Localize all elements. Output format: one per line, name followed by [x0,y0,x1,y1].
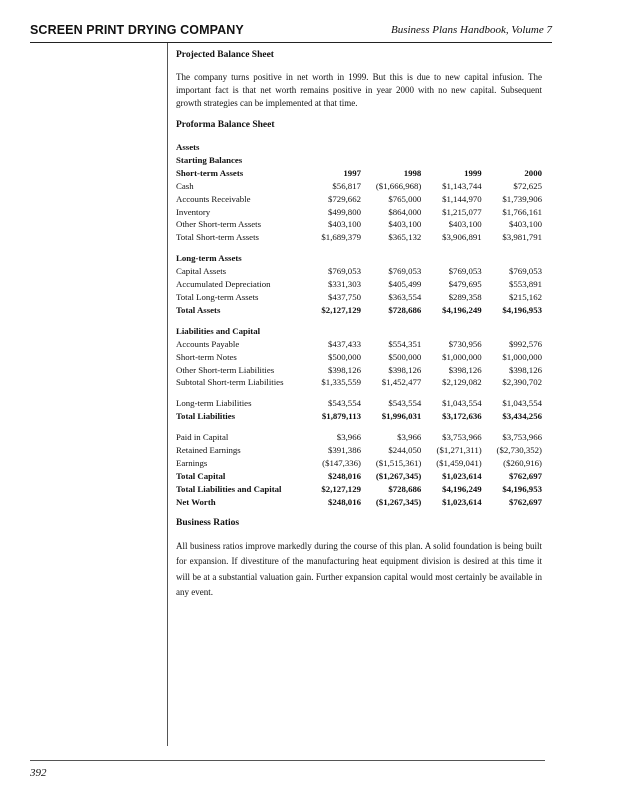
row-label: Net Worth [176,496,216,507]
row-label: Accounts Payable [176,338,240,349]
table-row [176,351,542,364]
table-row [176,278,542,291]
cell-1997: $248,016 [328,496,361,507]
starting-balances-heading: Starting Balances [176,154,243,165]
cell-1997: $769,053 [328,266,361,277]
table-row [176,304,542,317]
cell-2000: $4,196,953 [502,304,542,315]
company-name: SCREEN PRINT DRYING COMPANY [30,23,244,37]
section-text-ratios: All business ratios improve markedly during the course of this plan. A solid foundation is being built for expansion. If divestiture of the manufacturing heat equipment division is desired at this time it will be at a substantial valuation gain. Further expansion capital would most certainly be available in any event. [176,540,542,598]
cell-1999: $398,126 [448,364,482,375]
row-label: Paid in Capital [176,432,229,443]
cell-1999: $1,000,000 [442,351,482,362]
cell-1998: $554,351 [388,338,422,349]
table-row [176,431,542,444]
table-row [176,180,542,193]
cell-1998: ($1,267,345) [375,470,422,481]
cell-2000: $3,434,256 [502,411,542,422]
cell-1999: $403,100 [448,219,482,230]
cell-1998: $3,966 [397,432,422,443]
cell-1998: ($1,515,361) [375,457,422,468]
cell-1997: $543,554 [328,398,361,409]
table-row [176,376,542,389]
table-row [176,410,542,423]
row-label: Long-term Liabilities [176,398,252,409]
table-row [176,193,542,206]
cell-2000: $398,126 [509,364,542,375]
column-header-2000: 2000 [524,167,542,178]
cell-1998: $244,050 [388,445,422,456]
cell-1997: $1,689,379 [321,232,361,243]
cell-1999: $3,753,966 [442,432,482,443]
cell-1998: ($1,267,345) [375,496,422,507]
cell-1999: $4,196,249 [442,483,482,494]
cell-1998: $1,452,477 [381,377,422,388]
cell-1999: $1,143,744 [442,180,482,191]
row-label: Total Short-term Assets [176,232,259,243]
row-label: Subtotal Short-term Liabilities [176,377,284,388]
running-header [30,20,552,42]
table-row [176,231,542,244]
row-label: Earnings [176,457,208,468]
liabilities-capital-heading: Liabilities and Capital [176,325,261,336]
row-label: Capital Assets [176,266,227,277]
row-label: Short-term Assets [176,167,244,178]
cell-1999: $4,196,249 [442,304,482,315]
table-row [176,397,542,410]
cell-2000: $4,196,953 [502,483,542,494]
cell-1999: $769,053 [448,266,482,277]
cell-1998: $398,126 [388,364,422,375]
cell-2000: $1,739,906 [502,193,542,204]
cell-1997: $1,879,113 [321,411,361,422]
cell-1999: $1,144,970 [442,193,482,204]
cell-1997: ($147,336) [322,457,361,468]
cell-1998: $728,686 [388,483,422,494]
table-row [176,206,542,219]
cell-1999: $1,023,614 [442,470,482,481]
column-header-1997: 1997 [343,167,361,178]
cell-2000: $2,390,702 [502,377,542,388]
long-term-assets-heading: Long-term Assets [176,253,242,264]
cell-2000: $762,697 [509,496,542,507]
section-title-ratios: Business Ratios [176,517,240,528]
cell-1999: $3,906,891 [442,232,482,243]
page-content [176,50,542,601]
section-text-projected: The company turns positive in net worth in 1999. But this is due to new capital infusion. The important fact is that net worth remains positive in year 2000 with no new capital. Subsequent growth strategies can be implemented at that time. [176,72,542,108]
table-row [176,364,542,377]
cell-1997: $2,127,129 [321,483,361,494]
row-label: Total Capital [176,470,226,481]
cell-1997: $500,000 [328,351,361,362]
cell-2000: $215,162 [509,291,542,302]
cell-2000: $762,697 [509,470,542,481]
cell-1998: $769,053 [388,266,422,277]
cell-1997: $437,433 [328,338,361,349]
cell-1997: $499,800 [328,206,361,217]
cell-1997: $403,100 [328,219,361,230]
row-label: Total Assets [176,304,221,315]
row-label: Accumulated Depreciation [176,279,271,290]
cell-1999: $1,215,077 [442,206,482,217]
cell-1998: $500,000 [388,351,422,362]
cell-2000: $1,043,554 [502,398,542,409]
cell-1999: $289,358 [448,291,482,302]
cell-1997: $1,335,559 [321,377,361,388]
cell-1997: $729,662 [328,193,361,204]
table-row [176,218,542,231]
cell-1998: $765,000 [388,193,422,204]
table-row [176,444,542,457]
column-header-1998: 1998 [403,167,422,178]
section-title-projected: Projected Balance Sheet [176,50,274,60]
cell-2000: $769,053 [509,266,542,277]
cell-1997: $391,386 [328,445,361,456]
cell-2000: $3,981,791 [502,232,542,243]
cell-2000: $72,625 [513,180,542,191]
cell-2000: ($2,730,352) [496,445,542,456]
cell-1998: $365,132 [388,232,422,243]
cell-1999: $2,129,082 [442,377,482,388]
cell-1997: $248,016 [328,470,361,481]
table-row [176,483,542,496]
row-label: Total Liabilities and Capital [176,483,282,494]
table-header-row [176,167,542,180]
row-label: Cash [176,180,194,191]
cell-1998: ($1,666,968) [375,180,422,191]
cell-1997: $331,303 [328,279,361,290]
cell-1999: $479,695 [448,279,482,290]
cell-1998: $728,686 [388,304,422,315]
cell-1999: ($1,459,041) [436,457,482,468]
table-row [176,338,542,351]
cell-1997: $437,750 [328,291,361,302]
cell-1997: $2,127,129 [321,304,361,315]
cell-1997: $3,966 [336,432,361,443]
table-row [176,470,542,483]
cell-2000: $1,766,161 [502,206,542,217]
column-header-1999: 1999 [464,167,482,178]
row-label: Total Liabilities [176,411,236,422]
cell-2000: $553,891 [509,279,542,290]
cell-1999: ($1,271,311) [436,445,482,456]
cell-2000: $403,100 [509,219,542,230]
cell-1998: $405,499 [388,279,422,290]
cell-1997: $56,817 [332,180,361,191]
cell-1998: $864,000 [388,206,422,217]
row-label: Inventory [176,206,211,217]
cell-2000: $3,753,966 [502,432,542,443]
cell-1999: $1,043,554 [442,398,482,409]
cell-1998: $543,554 [388,398,422,409]
assets-heading: Assets [176,142,200,152]
section-title-proforma: Proforma Balance Sheet [176,120,275,130]
row-label: Other Short-term Assets [176,219,262,230]
cell-1999: $730,956 [448,338,482,349]
cell-1999: $1,023,614 [442,496,482,507]
table-row [176,291,542,304]
cell-1998: $363,554 [388,291,422,302]
footer-rule [30,760,545,761]
cell-2000: ($260,916) [503,457,542,468]
cell-1998: $403,100 [388,219,422,230]
margin-rule [167,43,168,746]
cell-2000: $1,000,000 [502,351,542,362]
row-label: Other Short-term Liabilities [176,364,275,375]
row-label: Accounts Receivable [176,193,251,204]
row-label: Total Long-term Assets [176,291,259,302]
table-row [176,457,542,470]
cell-1997: $398,126 [328,364,361,375]
balance-sheet-table [176,141,542,509]
table-row [176,265,542,278]
row-label: Retained Earnings [176,445,241,456]
book-title: Business Plans Handbook, Volume 7 [390,24,552,36]
page-number: 392 [30,767,47,779]
header-rule [30,42,552,43]
row-label: Short-term Notes [176,351,237,362]
cell-2000: $992,576 [509,338,542,349]
cell-1998: $1,996,031 [381,411,422,422]
table-row [176,496,542,509]
cell-1999: $3,172,636 [442,411,482,422]
